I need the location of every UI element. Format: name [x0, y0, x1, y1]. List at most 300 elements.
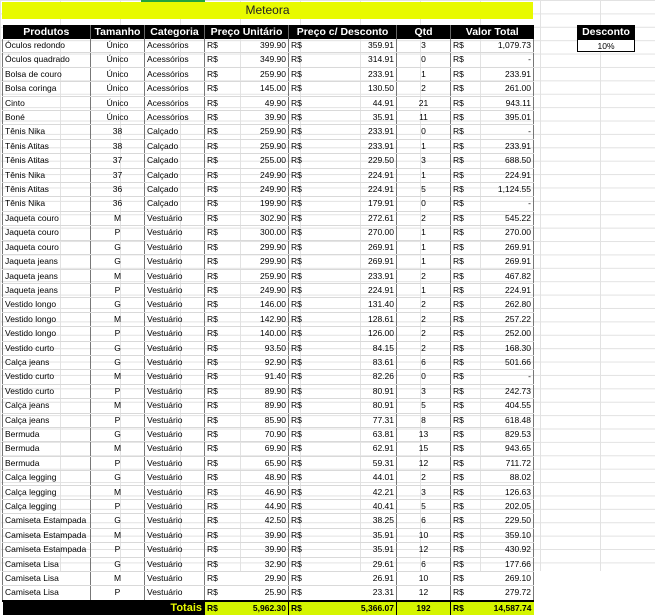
- cell-valor-total[interactable]: [451, 111, 534, 125]
- table-row: [3, 226, 534, 240]
- total-preco-cell[interactable]: [205, 601, 289, 615]
- cell-produto[interactable]: Camiseta Estampada: [3, 514, 91, 528]
- currency-symbol: R$: [453, 54, 464, 65]
- cell-tamanho[interactable]: G: [91, 427, 145, 441]
- cell-categoria[interactable]: Vestuário: [145, 226, 205, 240]
- cell-tamanho[interactable]: P: [91, 413, 145, 427]
- cell-valor-total[interactable]: [451, 168, 534, 182]
- cell-valor-total[interactable]: [451, 240, 534, 254]
- cell-categoria[interactable]: Vestuário: [145, 485, 205, 499]
- cell-tamanho[interactable]: M: [91, 572, 145, 586]
- cell-tamanho[interactable]: Único: [91, 111, 145, 125]
- cell-preco-desconto[interactable]: [289, 39, 397, 53]
- cell-qtd[interactable]: 0: [397, 53, 451, 67]
- cell-preco-desconto[interactable]: [289, 53, 397, 67]
- cell-categoria[interactable]: Calçado: [145, 154, 205, 168]
- cell-tamanho[interactable]: G: [91, 341, 145, 355]
- cell-preco-unitario[interactable]: [205, 413, 289, 427]
- header-preco-desconto[interactable]: Preço c/ Desconto: [289, 25, 397, 39]
- cell-produto[interactable]: Vestido curto: [3, 341, 91, 355]
- cell-preco-unitario[interactable]: [205, 500, 289, 514]
- cell-produto[interactable]: Vestido longo: [3, 298, 91, 312]
- cell-preco-unitario[interactable]: [205, 111, 289, 125]
- cell-preco-unitario[interactable]: [205, 154, 289, 168]
- cell-valor-total[interactable]: [451, 370, 534, 384]
- cell-produto[interactable]: Tênis Atitas: [3, 183, 91, 197]
- cell-valor-total[interactable]: [451, 586, 534, 601]
- cell-produto[interactable]: Óculos quadrado: [3, 53, 91, 67]
- cell-preco-unitario[interactable]: [205, 399, 289, 413]
- cell-preco-unitario[interactable]: [205, 269, 289, 283]
- cell-preco-unitario[interactable]: [205, 572, 289, 586]
- discount-value-cell[interactable]: 10%: [577, 39, 635, 52]
- cell-produto[interactable]: Tênis Nika: [3, 125, 91, 139]
- cell-preco-desconto[interactable]: [289, 572, 397, 586]
- cell-valor-total[interactable]: [451, 442, 534, 456]
- cell-produto[interactable]: Jaqueta jeans: [3, 255, 91, 269]
- cell-valor-total[interactable]: [451, 39, 534, 53]
- cell-tamanho[interactable]: P: [91, 327, 145, 341]
- total-valor-cell[interactable]: [451, 601, 534, 615]
- cell-preco-desconto[interactable]: [289, 312, 397, 326]
- cell-preco-unitario[interactable]: [205, 211, 289, 225]
- cell-produto[interactable]: Bolsa de couro: [3, 67, 91, 81]
- cell-qtd[interactable]: 1: [397, 283, 451, 297]
- cell-preco-unitario[interactable]: [205, 226, 289, 240]
- total-desconto-value: 5,366.07: [360, 602, 394, 613]
- cell-tamanho[interactable]: Único: [91, 67, 145, 81]
- cell-tamanho[interactable]: G: [91, 355, 145, 369]
- cell-preco-desconto[interactable]: [289, 197, 397, 211]
- cell-preco-desconto[interactable]: [289, 67, 397, 81]
- cell-categoria[interactable]: Vestuário: [145, 370, 205, 384]
- cell-produto[interactable]: Calça jeans: [3, 355, 91, 369]
- cell-tamanho[interactable]: M: [91, 528, 145, 542]
- cell-preco-unitario[interactable]: [205, 355, 289, 369]
- cell-valor-total[interactable]: [451, 413, 534, 427]
- cell-tamanho[interactable]: 36: [91, 197, 145, 211]
- cell-valor-total[interactable]: [451, 572, 534, 586]
- cell-produto[interactable]: Jaqueta jeans: [3, 283, 91, 297]
- cell-preco-unitario[interactable]: [205, 543, 289, 557]
- cell-qtd[interactable]: 0: [397, 370, 451, 384]
- cell-qtd[interactable]: 11: [397, 111, 451, 125]
- cell-tamanho[interactable]: 38: [91, 125, 145, 139]
- cell-tamanho[interactable]: M: [91, 312, 145, 326]
- cell-valor-total[interactable]: [451, 384, 534, 398]
- cell-preco-unitario[interactable]: [205, 485, 289, 499]
- header-categoria[interactable]: Categoria: [145, 25, 205, 39]
- cell-valor-total[interactable]: [451, 154, 534, 168]
- cell-valor-total[interactable]: [451, 500, 534, 514]
- cell-categoria[interactable]: Vestuário: [145, 384, 205, 398]
- cell-valor-total[interactable]: [451, 197, 534, 211]
- cell-produto[interactable]: Camiseta Estampada: [3, 528, 91, 542]
- cell-qtd[interactable]: 8: [397, 413, 451, 427]
- cell-preco-desconto[interactable]: [289, 413, 397, 427]
- currency-symbol: R$: [207, 457, 218, 468]
- cell-produto[interactable]: Boné: [3, 111, 91, 125]
- cell-categoria[interactable]: Vestuário: [145, 211, 205, 225]
- cell-qtd[interactable]: 1: [397, 240, 451, 254]
- cell-preco-unitario[interactable]: [205, 528, 289, 542]
- currency-symbol: R$: [207, 400, 218, 411]
- cell-valor-total[interactable]: [451, 226, 534, 240]
- cell-tamanho[interactable]: P: [91, 456, 145, 470]
- cell-categoria[interactable]: Acessórios: [145, 53, 205, 67]
- cell-qtd[interactable]: 6: [397, 355, 451, 369]
- cell-categoria[interactable]: Vestuário: [145, 500, 205, 514]
- cell-categoria[interactable]: Calçado: [145, 183, 205, 197]
- cell-valor-total[interactable]: [451, 183, 534, 197]
- cell-categoria[interactable]: Calçado: [145, 139, 205, 153]
- preco-value: 92.90: [264, 356, 286, 367]
- cell-preco-desconto[interactable]: [289, 283, 397, 297]
- cell-valor-total[interactable]: [451, 96, 534, 110]
- cell-categoria[interactable]: Vestuário: [145, 442, 205, 456]
- cell-categoria[interactable]: Vestuário: [145, 255, 205, 269]
- cell-categoria[interactable]: Vestuário: [145, 543, 205, 557]
- cell-qtd[interactable]: 1: [397, 139, 451, 153]
- cell-categoria[interactable]: Acessórios: [145, 111, 205, 125]
- cell-categoria[interactable]: Vestuário: [145, 327, 205, 341]
- header-produtos[interactable]: Produtos: [3, 25, 91, 39]
- cell-preco-desconto[interactable]: [289, 125, 397, 139]
- cell-produto[interactable]: Camiseta Lisa: [3, 572, 91, 586]
- cell-categoria[interactable]: Vestuário: [145, 586, 205, 601]
- cell-valor-total[interactable]: [451, 269, 534, 283]
- cell-qtd[interactable]: 2: [397, 269, 451, 283]
- cell-preco-desconto[interactable]: [289, 586, 397, 601]
- cell-preco-unitario[interactable]: [205, 53, 289, 67]
- cell-produto[interactable]: Vestido curto: [3, 370, 91, 384]
- cell-categoria[interactable]: Vestuário: [145, 355, 205, 369]
- cell-qtd[interactable]: 5: [397, 183, 451, 197]
- cell-preco-unitario[interactable]: [205, 125, 289, 139]
- total-desconto-cell[interactable]: [289, 601, 397, 615]
- cell-tamanho[interactable]: M: [91, 211, 145, 225]
- cell-qtd[interactable]: 3: [397, 39, 451, 53]
- cell-preco-desconto[interactable]: [289, 269, 397, 283]
- cell-qtd[interactable]: 1: [397, 255, 451, 269]
- cell-preco-desconto[interactable]: [289, 543, 397, 557]
- cell-categoria[interactable]: Vestuário: [145, 399, 205, 413]
- cell-valor-total[interactable]: [451, 557, 534, 571]
- cell-preco-unitario[interactable]: [205, 139, 289, 153]
- cell-valor-total[interactable]: [451, 543, 534, 557]
- cell-valor-total[interactable]: [451, 312, 534, 326]
- cell-categoria[interactable]: Vestuário: [145, 312, 205, 326]
- cell-categoria[interactable]: Vestuário: [145, 456, 205, 470]
- cell-produto[interactable]: Camiseta Lisa: [3, 586, 91, 601]
- cell-preco-desconto[interactable]: [289, 456, 397, 470]
- cell-categoria[interactable]: Acessórios: [145, 67, 205, 81]
- cell-preco-desconto[interactable]: [289, 557, 397, 571]
- cell-qtd[interactable]: 3: [397, 485, 451, 499]
- cell-preco-unitario[interactable]: [205, 557, 289, 571]
- cell-tamanho[interactable]: M: [91, 269, 145, 283]
- cell-preco-desconto[interactable]: [289, 514, 397, 528]
- cell-qtd[interactable]: 2: [397, 211, 451, 225]
- cell-preco-desconto[interactable]: [289, 442, 397, 456]
- cell-tamanho[interactable]: P: [91, 543, 145, 557]
- cell-qtd[interactable]: 6: [397, 514, 451, 528]
- cell-categoria[interactable]: Vestuário: [145, 528, 205, 542]
- cell-qtd[interactable]: 1: [397, 226, 451, 240]
- currency-symbol: R$: [207, 342, 218, 353]
- cell-qtd[interactable]: 5: [397, 500, 451, 514]
- cell-produto[interactable]: Vestido curto: [3, 384, 91, 398]
- cell-preco-unitario[interactable]: [205, 370, 289, 384]
- cell-valor-total[interactable]: [451, 471, 534, 485]
- cell-valor-total[interactable]: [451, 528, 534, 542]
- cell-preco-desconto[interactable]: [289, 427, 397, 441]
- cell-tamanho[interactable]: P: [91, 500, 145, 514]
- cell-categoria[interactable]: Vestuário: [145, 240, 205, 254]
- cell-produto[interactable]: Bolsa coringa: [3, 82, 91, 96]
- cell-produto[interactable]: Jaqueta couro: [3, 240, 91, 254]
- cell-preco-unitario[interactable]: [205, 197, 289, 211]
- cell-categoria[interactable]: Vestuário: [145, 298, 205, 312]
- cell-qtd[interactable]: 2: [397, 312, 451, 326]
- cell-categoria[interactable]: Acessórios: [145, 96, 205, 110]
- cell-preco-desconto[interactable]: [289, 96, 397, 110]
- cell-tamanho[interactable]: P: [91, 283, 145, 297]
- cell-valor-total[interactable]: [451, 53, 534, 67]
- cell-preco-desconto[interactable]: [289, 384, 397, 398]
- cell-tamanho[interactable]: G: [91, 471, 145, 485]
- cell-preco-unitario[interactable]: [205, 283, 289, 297]
- cell-preco-desconto[interactable]: [289, 341, 397, 355]
- cell-preco-unitario[interactable]: [205, 384, 289, 398]
- cell-categoria[interactable]: Vestuário: [145, 572, 205, 586]
- header-preco-unitario[interactable]: Preço Unitário: [205, 25, 289, 39]
- cell-preco-unitario[interactable]: [205, 514, 289, 528]
- cell-categoria[interactable]: Calçado: [145, 125, 205, 139]
- table-row: [3, 53, 534, 67]
- cell-tamanho[interactable]: G: [91, 240, 145, 254]
- cell-preco-unitario[interactable]: [205, 456, 289, 470]
- cell-produto[interactable]: Calça legging: [3, 500, 91, 514]
- cell-qtd[interactable]: 2: [397, 298, 451, 312]
- cell-produto[interactable]: Vestido longo: [3, 327, 91, 341]
- cell-preco-unitario[interactable]: [205, 327, 289, 341]
- cell-produto[interactable]: Tênis Nika: [3, 168, 91, 182]
- cell-preco-desconto[interactable]: [289, 485, 397, 499]
- cell-tamanho[interactable]: M: [91, 399, 145, 413]
- cell-qtd[interactable]: 10: [397, 528, 451, 542]
- cell-produto[interactable]: Camiseta Lisa: [3, 557, 91, 571]
- total-qtd-cell[interactable]: 192: [397, 601, 451, 615]
- cell-preco-desconto[interactable]: [289, 183, 397, 197]
- cell-produto[interactable]: Camiseta Estampada: [3, 543, 91, 557]
- cell-qtd[interactable]: 2: [397, 341, 451, 355]
- cell-qtd[interactable]: 3: [397, 154, 451, 168]
- cell-valor-total[interactable]: [451, 485, 534, 499]
- cell-categoria[interactable]: Acessórios: [145, 39, 205, 53]
- cell-produto[interactable]: Tênis Nika: [3, 197, 91, 211]
- currency-symbol: R$: [453, 443, 464, 454]
- cell-produto[interactable]: Calça jeans: [3, 413, 91, 427]
- cell-produto[interactable]: Tênis Atitas: [3, 139, 91, 153]
- cell-preco-desconto[interactable]: [289, 255, 397, 269]
- cell-valor-total[interactable]: [451, 327, 534, 341]
- cell-preco-unitario[interactable]: [205, 427, 289, 441]
- cell-preco-desconto[interactable]: [289, 154, 397, 168]
- totals-label[interactable]: Totais: [3, 601, 205, 615]
- cell-preco-desconto[interactable]: [289, 211, 397, 225]
- cell-qtd[interactable]: 15: [397, 442, 451, 456]
- cell-qtd[interactable]: 21: [397, 96, 451, 110]
- cell-produto[interactable]: Bermuda: [3, 427, 91, 441]
- cell-tamanho[interactable]: M: [91, 485, 145, 499]
- cell-categoria[interactable]: Acessórios: [145, 82, 205, 96]
- cell-preco-unitario[interactable]: [205, 82, 289, 96]
- cell-tamanho[interactable]: 38: [91, 139, 145, 153]
- cell-produto[interactable]: Cinto: [3, 96, 91, 110]
- cell-valor-total[interactable]: [451, 125, 534, 139]
- cell-produto[interactable]: Tênis Atitas: [3, 154, 91, 168]
- cell-tamanho[interactable]: M: [91, 442, 145, 456]
- cell-categoria[interactable]: Vestuário: [145, 557, 205, 571]
- cell-preco-desconto[interactable]: [289, 399, 397, 413]
- cell-qtd[interactable]: 0: [397, 197, 451, 211]
- cell-produto[interactable]: Calça legging: [3, 471, 91, 485]
- cell-tamanho[interactable]: P: [91, 384, 145, 398]
- cell-produto[interactable]: Calça jeans: [3, 399, 91, 413]
- cell-produto[interactable]: Jaqueta couro: [3, 226, 91, 240]
- cell-qtd[interactable]: 2: [397, 82, 451, 96]
- cell-preco-unitario[interactable]: [205, 312, 289, 326]
- cell-preco-desconto[interactable]: [289, 168, 397, 182]
- cell-qtd[interactable]: 0: [397, 125, 451, 139]
- cell-qtd[interactable]: 13: [397, 427, 451, 441]
- cell-preco-unitario[interactable]: [205, 183, 289, 197]
- cell-produto[interactable]: Vestido longo: [3, 312, 91, 326]
- cell-valor-total[interactable]: [451, 514, 534, 528]
- total-value: 829.53: [505, 428, 531, 439]
- cell-categoria[interactable]: Vestuário: [145, 427, 205, 441]
- cell-categoria[interactable]: Vestuário: [145, 269, 205, 283]
- cell-tamanho[interactable]: G: [91, 514, 145, 528]
- cell-preco-unitario[interactable]: [205, 96, 289, 110]
- cell-qtd[interactable]: 5: [397, 399, 451, 413]
- cell-preco-unitario[interactable]: [205, 39, 289, 53]
- cell-qtd[interactable]: 10: [397, 572, 451, 586]
- cell-tamanho[interactable]: M: [91, 370, 145, 384]
- cell-preco-desconto[interactable]: [289, 82, 397, 96]
- cell-produto[interactable]: Calça legging: [3, 485, 91, 499]
- cell-qtd[interactable]: 6: [397, 557, 451, 571]
- cell-preco-unitario[interactable]: [205, 341, 289, 355]
- cell-tamanho[interactable]: Único: [91, 96, 145, 110]
- cell-qtd[interactable]: 12: [397, 543, 451, 557]
- cell-categoria[interactable]: Vestuário: [145, 413, 205, 427]
- cell-produto[interactable]: Jaqueta jeans: [3, 269, 91, 283]
- cell-qtd[interactable]: 1: [397, 67, 451, 81]
- cell-valor-total[interactable]: [451, 211, 534, 225]
- cell-tamanho[interactable]: Único: [91, 53, 145, 67]
- cell-preco-unitario[interactable]: [205, 471, 289, 485]
- cell-preco-desconto[interactable]: [289, 111, 397, 125]
- cell-tamanho[interactable]: 37: [91, 154, 145, 168]
- header-tamanho[interactable]: Tamanho: [91, 25, 145, 39]
- cell-tamanho[interactable]: G: [91, 298, 145, 312]
- cell-preco-desconto[interactable]: [289, 528, 397, 542]
- cell-valor-total[interactable]: [451, 255, 534, 269]
- currency-symbol: R$: [291, 515, 302, 526]
- cell-preco-unitario[interactable]: [205, 67, 289, 81]
- cell-tamanho[interactable]: P: [91, 586, 145, 601]
- cell-valor-total[interactable]: [451, 427, 534, 441]
- cell-tamanho[interactable]: Único: [91, 39, 145, 53]
- cell-categoria[interactable]: Vestuário: [145, 514, 205, 528]
- cell-produto[interactable]: Bermuda: [3, 442, 91, 456]
- cell-categoria[interactable]: Calçado: [145, 168, 205, 182]
- cell-produto[interactable]: Óculos redondo: [3, 39, 91, 53]
- cell-tamanho[interactable]: P: [91, 226, 145, 240]
- cell-produto[interactable]: Jaqueta couro: [3, 211, 91, 225]
- cell-valor-total[interactable]: [451, 283, 534, 297]
- cell-categoria[interactable]: Calçado: [145, 197, 205, 211]
- cell-categoria[interactable]: Vestuário: [145, 283, 205, 297]
- cell-preco-desconto[interactable]: [289, 370, 397, 384]
- cell-preco-unitario[interactable]: [205, 255, 289, 269]
- cell-preco-unitario[interactable]: [205, 586, 289, 601]
- cell-tamanho[interactable]: Único: [91, 82, 145, 96]
- header-qtd[interactable]: Qtd: [397, 25, 451, 39]
- cell-categoria[interactable]: Vestuário: [145, 471, 205, 485]
- cell-qtd[interactable]: 1: [397, 168, 451, 182]
- cell-preco-unitario[interactable]: [205, 168, 289, 182]
- cell-valor-total[interactable]: [451, 399, 534, 413]
- cell-qtd[interactable]: 12: [397, 456, 451, 470]
- cell-tamanho[interactable]: 36: [91, 183, 145, 197]
- cell-preco-unitario[interactable]: [205, 442, 289, 456]
- cell-preco-desconto[interactable]: [289, 327, 397, 341]
- cell-tamanho[interactable]: G: [91, 557, 145, 571]
- cell-qtd[interactable]: 2: [397, 471, 451, 485]
- discount-header[interactable]: Desconto: [577, 25, 635, 39]
- cell-preco-desconto[interactable]: [289, 226, 397, 240]
- cell-valor-total[interactable]: [451, 82, 534, 96]
- cell-valor-total[interactable]: [451, 139, 534, 153]
- cell-preco-desconto[interactable]: [289, 355, 397, 369]
- cell-preco-unitario[interactable]: [205, 298, 289, 312]
- cell-valor-total[interactable]: [451, 355, 534, 369]
- cell-qtd[interactable]: 2: [397, 327, 451, 341]
- cell-tamanho[interactable]: 37: [91, 168, 145, 182]
- cell-preco-desconto[interactable]: [289, 240, 397, 254]
- cell-valor-total[interactable]: [451, 298, 534, 312]
- cell-categoria[interactable]: Vestuário: [145, 341, 205, 355]
- cell-tamanho[interactable]: G: [91, 255, 145, 269]
- cell-preco-desconto[interactable]: [289, 500, 397, 514]
- sheet-title[interactable]: Meteora: [2, 2, 533, 19]
- cell-qtd[interactable]: 12: [397, 586, 451, 601]
- cell-preco-desconto[interactable]: [289, 471, 397, 485]
- cell-valor-total[interactable]: [451, 341, 534, 355]
- cell-produto[interactable]: Bermuda: [3, 456, 91, 470]
- desconto-value: 42.21: [372, 486, 394, 497]
- cell-valor-total[interactable]: [451, 67, 534, 81]
- cell-preco-desconto[interactable]: [289, 139, 397, 153]
- header-valor-total[interactable]: Valor Total: [451, 25, 534, 39]
- cell-qtd[interactable]: 3: [397, 384, 451, 398]
- cell-valor-total[interactable]: [451, 456, 534, 470]
- cell-preco-desconto[interactable]: [289, 298, 397, 312]
- cell-preco-unitario[interactable]: [205, 240, 289, 254]
